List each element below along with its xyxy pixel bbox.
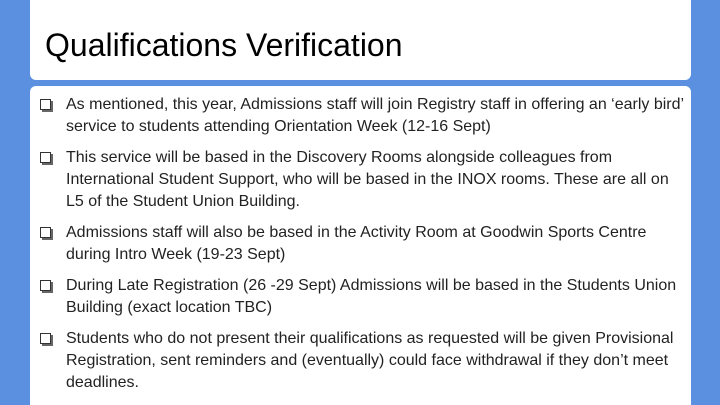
content-panel <box>30 86 691 405</box>
bullet-text: Admissions staff will also be based in the Activity Room at Goodwin Sports Centre during Intro Week (19-23 Sept) <box>66 224 647 263</box>
slide-title: Qualifications Verification <box>45 27 403 63</box>
square-bullet-icon <box>40 227 51 238</box>
bullet-item <box>40 275 688 319</box>
bullet-text: Students who do not present their qualifications as requested will be given Provisional Registration, sent reminders and (eventually) could face withdrawal if they don’t meet deadlines. <box>66 330 674 391</box>
bullet-item <box>40 147 688 213</box>
square-bullet-icon <box>40 152 51 163</box>
square-bullet-icon <box>40 333 51 344</box>
bullet-item <box>40 94 688 138</box>
bullet-item <box>40 222 688 266</box>
title-panel <box>30 0 691 80</box>
square-bullet-icon <box>40 280 51 291</box>
bullet-text: During Late Registration (26 -29 Sept) Admissions will be based in the Students Union Building (exact location TBC) <box>66 277 677 316</box>
bullet-text: As mentioned, this year, Admissions staff will join Registry staff in offering an ‘early bird’ service to students attending Orientation Week (12-16 Sept) <box>66 96 684 135</box>
bullet-text: This service will be based in the Discovery Rooms alongside colleagues from International Student Support, who will be based in the INOX rooms. These are all on L5 of the Student Union Building. <box>66 149 669 210</box>
square-bullet-icon <box>40 99 51 110</box>
bullet-list <box>40 94 688 394</box>
bullet-item <box>40 328 688 394</box>
